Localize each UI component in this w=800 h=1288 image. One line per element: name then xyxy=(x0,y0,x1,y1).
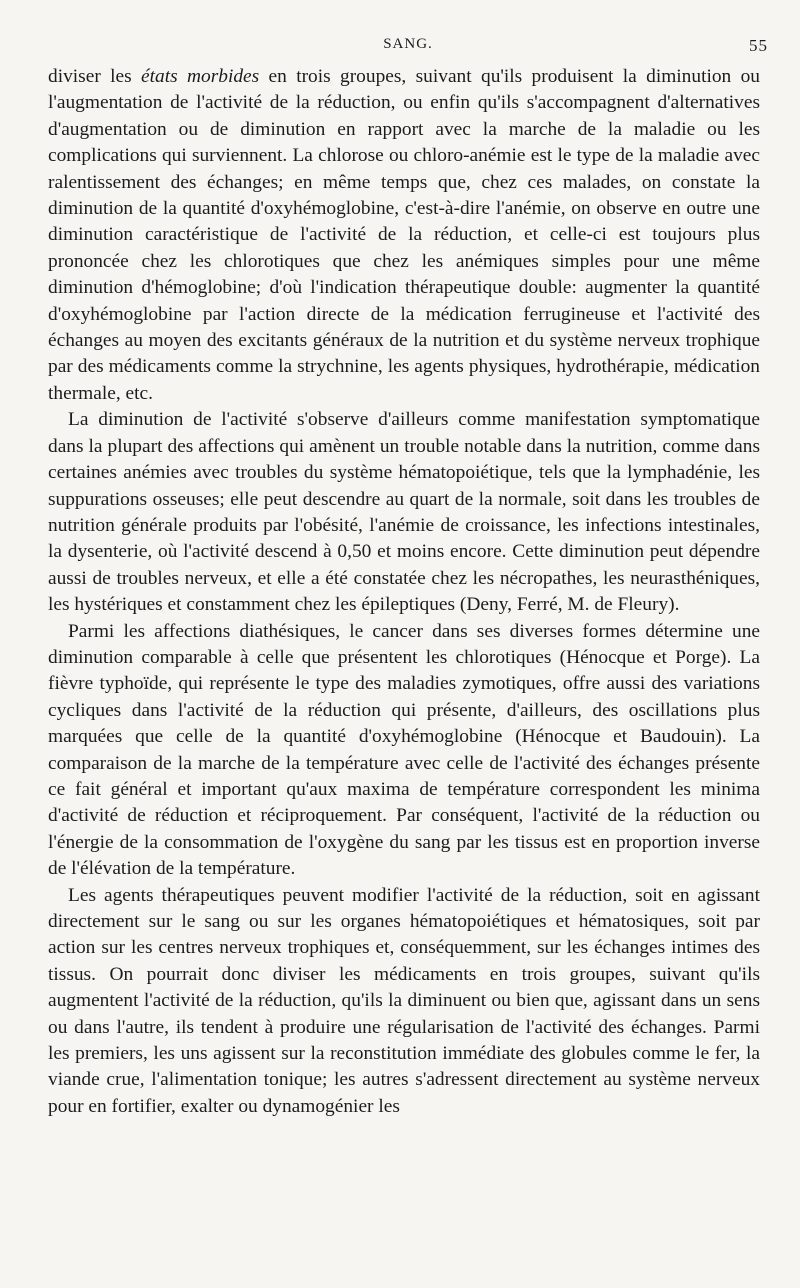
running-title: SANG. xyxy=(383,36,433,52)
paragraph-3: Parmi les affections diathésiques, le cancer dans ses diverses formes détermine une diminution comparable à celle que présentent les chlorotiques (Hénocque et Porge). La fièvre typhoïde, qui représente le type des maladies zymotiques, offre aussi des variations cycliques dans l'activité de la réduction qui présente, d'ailleurs, des oscillations plus marquées que celle de la quantité d'oxyhémoglobine (Hénocque et Baudouin). La comparaison de la marche de la température avec celle de l'activité des échanges présente ce fait général et important qu'aux maxima de température correspondent les minima d'activité de réduction et réciproquement. Par conséquent, l'activité de la réduction ou l'énergie de la consommation de l'oxygène du sang par les tissus est en proportion inverse de l'élévation de la température. xyxy=(48,620,760,880)
paragraph-1 xyxy=(48,64,760,407)
paragraph-1-rest: en trois groupes, suivant qu'ils produisent la diminution ou l'augmentation de l'activité de la réduction, ou enfin qu'ils s'accompagnent d'alternatives d'augmentation ou de diminution en rapport avec la marche de la maladie ou les complications qui surviennent. La chlorose ou chloro-anémie est le type de la maladie avec ralentissement des échanges; en même temps que, chez ces malades, on constate la diminution de la quantité d'oxyhémoglobine, c'est-à-dire l'anémie, on observe en outre une diminution caractéristique de l'activité de la réduction, et celle-ci est toujours plus prononcée chez les chlorotiques que chez les anémiques simples pour une même diminution d'hémoglobine; d'où l'indication thérapeutique double: augmenter la quantité d'oxyhémoglobine par l'action directe de la médication ferrugineuse et l'activité des échanges au moyen des excitants généraux de la nutrition et du système nerveux trophique par des médicaments comme la strychnine, les agents physiques, hydrothérapie, médication thermale, etc. xyxy=(48,66,760,404)
body-text xyxy=(48,64,760,1120)
paragraph-4: Les agents thérapeutiques peuvent modifier l'activité de la réduction, soit en agissant directement sur le sang ou sur les organes hématopoiétiques et hématosiques, soit par action sur les centres nerveux trophiques et, conséquemment, sur les échanges intimes des tissus. On pourrait donc diviser les médicaments en trois groupes, suivant qu'ils augmentent l'activité de la réduction, qu'ils la diminuent ou bien que, agissant dans un sens ou dans l'autre, ils tendent à produire une régularisation de l'activité des échanges. Parmi les premiers, les uns agissent sur la reconstitution immédiate des globules comme le fer, la viande crue, l'alimentation tonique; les autres s'adressent directement au système nerveux pour en fortifier, exalter ou dynamogénier les xyxy=(48,884,760,1117)
running-header xyxy=(48,36,768,60)
paragraph-1-lead: diviser les xyxy=(48,66,142,87)
paragraph-1-italic-term: états morbides xyxy=(141,66,260,87)
paragraph-2: La diminution de l'activité s'observe d'ailleurs comme manifestation symptomatique dans la plupart des affections qui amènent un trouble notable dans la nutrition, comme dans certaines anémies avec troubles du système hématopoiétique, tels que la lymphadénie, les suppurations osseuses; elle peut descendre au quart de la normale, soit dans les troubles de nutrition générale produits par l'obésité, l'anémie de croissance, les infections intestinales, la dysenterie, où l'activité descend à 0,50 et moins encore. Cette diminution peut dépendre aussi de troubles nerveux, et elle a été constatée chez les nécropathes, les neurasthéniques, les hystériques et constamment chez les épileptiques (Deny, Ferré, M. de Fleury). xyxy=(48,409,760,616)
page-number: 55 xyxy=(749,36,768,55)
